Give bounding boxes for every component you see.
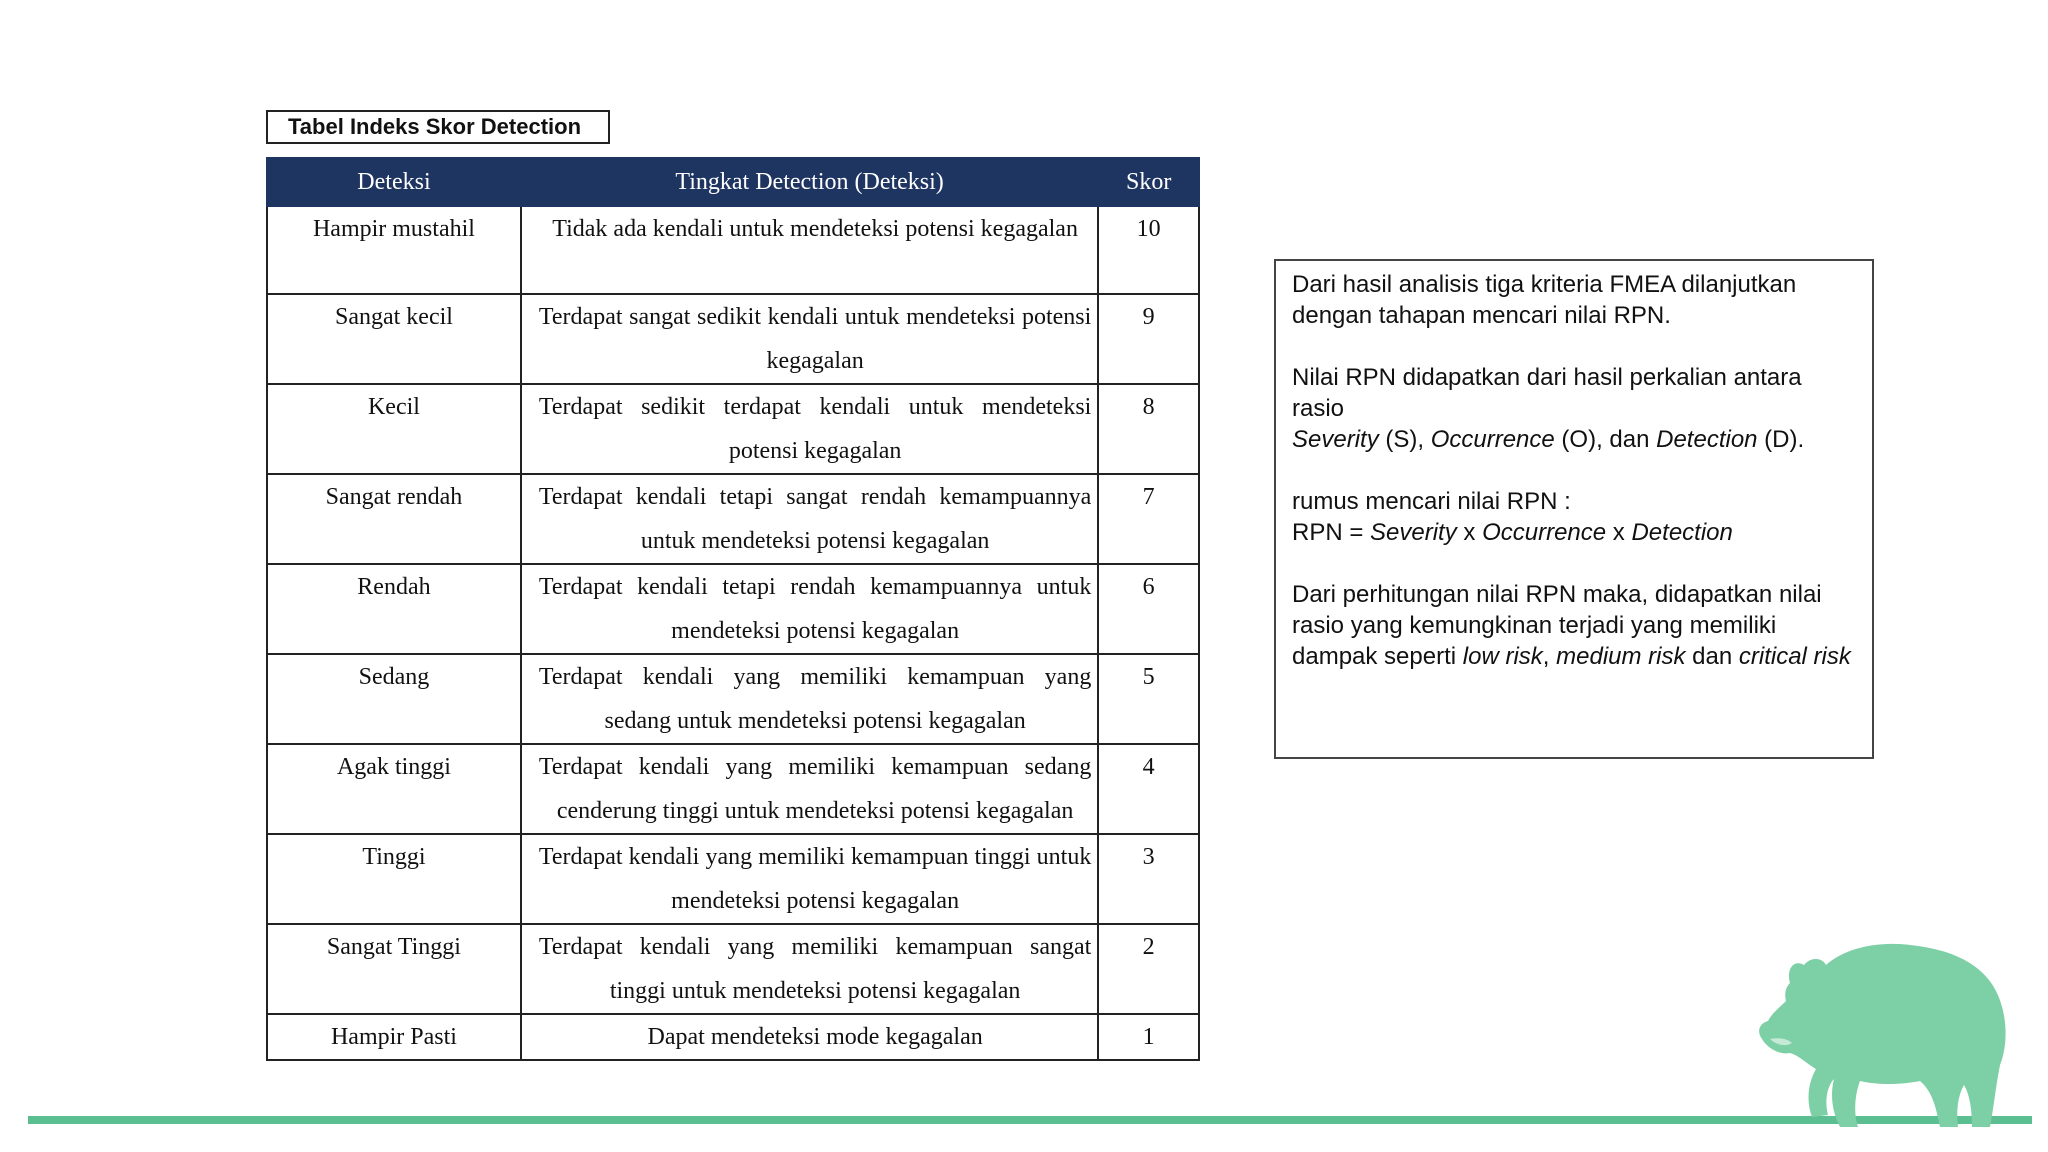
header-tingkat-detection: Tingkat Detection (Deteksi) — [521, 158, 1098, 206]
detection-score-table — [266, 157, 1200, 1061]
table-row — [267, 294, 1199, 384]
deteksi-cell: Sangat kecil — [267, 294, 521, 384]
formula-occurrence: Occurrence — [1482, 519, 1607, 546]
tingkat-cell: Terdapat kendali tetapi sangat rendah kemampuannya untuk mendeteksi potensi kegagalan — [521, 474, 1098, 564]
explanation-text: , — [1542, 643, 1557, 670]
tingkat-cell: Terdapat sedikit terdapat kendali untuk mendeteksi potensi kegagalan — [521, 384, 1098, 474]
table-row — [267, 654, 1199, 744]
term-detection: Detection — [1656, 426, 1758, 453]
formula-lead: rumus mencari nilai RPN : — [1292, 488, 1571, 515]
table-caption: Tabel Indeks Skor Detection — [266, 110, 610, 144]
rpn-explanation-box — [1274, 259, 1874, 759]
tingkat-cell: Terdapat kendali yang memiliki kemampuan sedang cenderung tinggi untuk mendeteksi potensi kegagalan — [521, 744, 1098, 834]
skor-cell: 5 — [1098, 654, 1199, 744]
table-row — [267, 924, 1199, 1014]
formula-detection: Detection — [1631, 519, 1733, 546]
deteksi-cell: Agak tinggi — [267, 744, 521, 834]
formula-times: x — [1456, 519, 1483, 546]
table-row — [267, 384, 1199, 474]
explanation-text: (S), — [1378, 426, 1431, 453]
deteksi-cell: Sangat rendah — [267, 474, 521, 564]
tingkat-cell: Dapat mendeteksi mode kegagalan — [521, 1014, 1098, 1060]
explanation-text: dan — [1685, 643, 1739, 670]
skor-cell: 9 — [1098, 294, 1199, 384]
tingkat-cell: Terdapat kendali yang memiliki kemampuan tinggi untuk mendeteksi potensi kegagalan — [521, 834, 1098, 924]
explanation-text: (D). — [1757, 426, 1805, 453]
deteksi-cell: Hampir Pasti — [267, 1014, 521, 1060]
table-header-row — [267, 158, 1199, 206]
skor-cell: 3 — [1098, 834, 1199, 924]
explanation-text: (O), dan — [1554, 426, 1657, 453]
formula-times: x — [1606, 519, 1632, 546]
skor-cell: 7 — [1098, 474, 1199, 564]
header-deteksi: Deteksi — [267, 158, 521, 206]
tingkat-cell: Terdapat kendali yang memiliki kemampuan sangat tinggi untuk mendeteksi potensi kegagalan — [521, 924, 1098, 1014]
table-row — [267, 834, 1199, 924]
term-occurrence: Occurrence — [1430, 426, 1555, 453]
term-medium-risk: medium risk — [1556, 643, 1686, 670]
skor-cell: 2 — [1098, 924, 1199, 1014]
term-low-risk: low risk — [1462, 643, 1543, 670]
term-critical-risk: critical risk — [1738, 643, 1851, 670]
skor-cell: 4 — [1098, 744, 1199, 834]
table-row — [267, 1014, 1199, 1060]
skor-cell: 6 — [1098, 564, 1199, 654]
skor-cell: 10 — [1098, 206, 1199, 294]
deteksi-cell: Tinggi — [267, 834, 521, 924]
deteksi-cell: Hampir mustahil — [267, 206, 521, 294]
formula-severity: Severity — [1370, 519, 1457, 546]
skor-cell: 1 — [1098, 1014, 1199, 1060]
explanation-paragraph-2 — [1292, 362, 1856, 455]
explanation-p4-lead: Dari perhitungan nilai RPN maka, didapatkan nilai rasio yang kemungkinan terjadi yang memiliki dampak seperti — [1292, 581, 1822, 670]
tingkat-cell: Terdapat kendali tetapi rendah kemampuannya untuk mendeteksi potensi kegagalan — [521, 564, 1098, 654]
table-row — [267, 564, 1199, 654]
formula-rpn: RPN = — [1292, 519, 1371, 546]
table-row — [267, 744, 1199, 834]
deteksi-cell: Kecil — [267, 384, 521, 474]
table-row — [267, 474, 1199, 564]
deteksi-cell: Sedang — [267, 654, 521, 744]
tingkat-cell: Terdapat sangat sedikit kendali untuk mendeteksi potensi kegagalan — [521, 294, 1098, 384]
tingkat-cell: Terdapat kendali yang memiliki kemampuan yang sedang untuk mendeteksi potensi kegagalan — [521, 654, 1098, 744]
deteksi-cell: Rendah — [267, 564, 521, 654]
term-severity: Severity — [1292, 426, 1379, 453]
deteksi-cell: Sangat Tinggi — [267, 924, 521, 1014]
header-skor: Skor — [1098, 158, 1199, 206]
table-row — [267, 206, 1199, 294]
rpn-formula — [1292, 486, 1856, 548]
tingkat-cell: Tidak ada kendali untuk mendeteksi potensi kegagalan — [521, 206, 1098, 294]
explanation-paragraph-1: Dari hasil analisis tiga kriteria FMEA dilanjutkan dengan tahapan mencari nilai RPN. — [1292, 271, 1797, 329]
bear-icon — [1750, 935, 2020, 1135]
bottom-accent-line — [28, 1116, 2032, 1124]
explanation-p2-lead: Nilai RPN didapatkan dari hasil perkalian antara rasio — [1292, 364, 1802, 422]
skor-cell: 8 — [1098, 384, 1199, 474]
explanation-paragraph-4 — [1292, 579, 1856, 672]
